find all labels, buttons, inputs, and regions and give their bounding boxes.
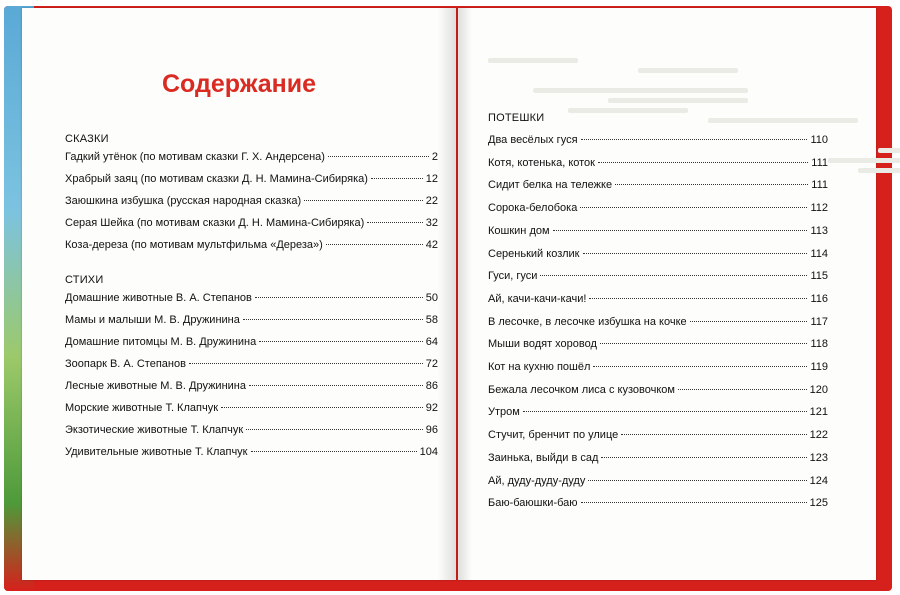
toc-entry-page: 50 (425, 292, 438, 304)
toc-entry-page: 120 (809, 383, 828, 396)
toc-dot-leader (371, 178, 423, 179)
toc-dot-leader (598, 162, 808, 163)
faint-reverse-line (878, 148, 900, 153)
toc-entry-title: Серая Шейка (по мотивам сказки Д. Н. Мамина-Сибиряка) (65, 217, 365, 229)
toc-entry-page: 96 (425, 424, 438, 436)
faint-reverse-line (488, 58, 578, 63)
toc-dot-leader (581, 502, 807, 503)
toc-entry-title: Экзотические животные Т. Клапчук (65, 424, 244, 436)
toc-dot-leader (615, 184, 808, 185)
toc-entry-title: Гадкий утёнок (по мотивам сказки Г. Х. Андерсена) (65, 151, 325, 163)
toc-entry (65, 380, 438, 392)
toc-entry-title: Зоопарк В. А. Степанов (65, 358, 186, 370)
toc-entry-title: Заюшкина избушка (русская народная сказка) (65, 195, 302, 207)
faint-reverse-line (828, 158, 900, 163)
page-title: Содержание (161, 70, 317, 98)
toc-entry (488, 225, 828, 237)
faint-reverse-line (708, 118, 858, 123)
section-heading: ПОТЕШКИ (488, 112, 545, 124)
toc-entry (488, 452, 828, 464)
toc-entry (488, 134, 828, 146)
toc-entry-title: Домашние питомцы М. В. Дружинина (65, 336, 257, 348)
faint-reverse-line (858, 168, 900, 173)
toc-entry-page: 123 (809, 451, 828, 464)
toc-entry (488, 384, 828, 396)
toc-dot-leader (600, 343, 808, 344)
toc-dot-leader (678, 389, 807, 390)
toc-entry-page: 114 (810, 247, 828, 260)
toc-dot-leader (601, 457, 806, 458)
toc-dot-leader (243, 319, 423, 320)
toc-entry-title: Мыши водят хоровод (488, 338, 597, 351)
toc-entry (65, 292, 438, 304)
toc-entry-page: 92 (425, 402, 438, 414)
toc-entry-title: Сидит белка на тележке (488, 179, 613, 192)
toc-dot-leader (328, 156, 429, 157)
section-heading: СТИХИ (65, 274, 104, 286)
toc-entry (65, 402, 438, 414)
toc-entry-page: 12 (425, 173, 438, 185)
toc-dot-leader (304, 200, 423, 201)
toc-entry (488, 361, 828, 373)
toc-entry-page: 111 (811, 156, 828, 169)
toc-entry-title: Сорока-белобока (488, 202, 578, 215)
toc-entry-title: Заинька, выйди в сад (488, 451, 599, 464)
right-page (458, 8, 876, 580)
toc-entry-page: 64 (425, 336, 438, 348)
toc-dot-leader (221, 407, 423, 408)
toc-entry-page: 117 (810, 315, 828, 328)
toc-entry-page: 125 (809, 497, 828, 510)
toc-dot-leader (588, 480, 806, 481)
toc-entry (65, 195, 438, 207)
faint-reverse-line (533, 88, 593, 93)
toc-entry-title: Морские животные Т. Клапчук (65, 402, 219, 414)
toc-dot-leader (540, 275, 807, 276)
toc-entry (488, 202, 828, 214)
toc-entry (65, 151, 438, 163)
toc-dot-leader (367, 222, 422, 223)
toc-entry-page: 22 (425, 195, 438, 207)
toc-entry-page: 115 (810, 270, 828, 283)
toc-entry-title: Бежала лесочком лиса с кузовочком (488, 383, 675, 396)
toc-entry-page: 104 (419, 446, 438, 458)
toc-entry-title: Храбрый заяц (по мотивам сказки Д. Н. Мамина-Сибиряка) (65, 173, 368, 185)
toc-entry-page: 118 (810, 338, 828, 351)
toc-dot-leader (251, 451, 417, 452)
toc-entry-title: Два весёлых гуся (488, 134, 578, 146)
toc-entry (65, 217, 438, 229)
toc-dot-leader (259, 341, 422, 342)
toc-entry-page: 86 (425, 380, 438, 392)
faint-reverse-line (568, 108, 688, 113)
toc-entry-title: Котя, котенька, коток (488, 156, 595, 169)
toc-dot-leader (326, 244, 423, 245)
left-page (22, 8, 456, 580)
toc-entry-page: 2 (431, 151, 438, 163)
toc-entry (488, 248, 828, 260)
toc-entry-page: 42 (425, 239, 438, 251)
toc-entry-title: Гуси, гуси (488, 270, 538, 283)
toc-entry-page: 72 (425, 358, 438, 370)
toc-entry (488, 270, 828, 282)
toc-entry-page: 119 (810, 361, 828, 373)
toc-entry (65, 314, 438, 326)
toc-entry-title: Мамы и малыши М. В. Дружинина (65, 314, 240, 326)
toc-entry (488, 179, 828, 191)
toc-entry-title: В лесочке, в лесочке избушка на кочке (488, 315, 687, 328)
section-heading: СКАЗКИ (65, 133, 109, 145)
toc-entry (65, 358, 438, 370)
toc-dot-leader (580, 207, 807, 208)
toc-entry-page: 121 (809, 406, 828, 419)
toc-dot-leader (246, 429, 423, 430)
toc-entry-page: 113 (810, 224, 828, 237)
toc-entry-page: 122 (809, 429, 828, 442)
toc-dot-leader (249, 385, 423, 386)
faint-reverse-line (588, 88, 748, 93)
toc-entry-title: Удивительные животные Т. Клапчук (65, 446, 248, 458)
toc-dot-leader (583, 253, 808, 254)
toc-entry-title: Коза-дереза (по мотивам мультфильма «Дереза») (65, 239, 323, 251)
toc-entry-title: Ай, дуду-дуду-дуду (488, 474, 586, 487)
toc-entry (488, 157, 828, 169)
toc-entry-page: 58 (425, 314, 438, 326)
toc-entry-page: 32 (425, 217, 438, 229)
toc-entry (488, 475, 828, 487)
toc-entry-title: Кот на кухню пошёл (488, 361, 591, 373)
toc-entry (488, 316, 828, 328)
toc-dot-leader (621, 434, 806, 435)
toc-entry (488, 429, 828, 441)
toc-entry (65, 446, 438, 458)
faint-reverse-line (608, 98, 748, 103)
toc-entry (65, 173, 438, 185)
toc-entry (488, 497, 828, 509)
toc-entry-page: 110 (810, 134, 828, 146)
toc-entry-page: 124 (809, 474, 828, 487)
toc-entry (65, 336, 438, 348)
toc-dot-leader (581, 139, 808, 140)
toc-dot-leader (589, 298, 807, 299)
toc-entry (488, 338, 828, 350)
toc-entry-page: 111 (811, 179, 828, 192)
toc-dot-leader (523, 411, 807, 412)
toc-entry (65, 424, 438, 436)
toc-entry-page: 116 (810, 292, 828, 305)
toc-entry-page: 112 (810, 202, 828, 215)
toc-entry-title: Баю-баюшки-баю (488, 497, 578, 510)
toc-entry-title: Утром (488, 406, 520, 419)
toc-entry (65, 239, 438, 251)
faint-reverse-line (638, 68, 738, 73)
toc-dot-leader (690, 321, 808, 322)
toc-entry-title: Кошкин дом (488, 224, 550, 237)
toc-dot-leader (593, 366, 807, 367)
toc-entry-title: Домашние животные В. А. Степанов (65, 292, 252, 304)
toc-entry (488, 406, 828, 418)
toc-dot-leader (553, 230, 808, 231)
toc-entry-title: Серенький козлик (488, 247, 580, 260)
toc-entry (488, 293, 828, 305)
toc-entry-title: Лесные животные М. В. Дружинина (65, 380, 246, 392)
toc-dot-leader (255, 297, 423, 298)
toc-entry-title: Ай, качи-качи-качи! (488, 292, 587, 305)
toc-dot-leader (189, 363, 423, 364)
toc-entry-title: Стучит, бренчит по улице (488, 429, 619, 442)
